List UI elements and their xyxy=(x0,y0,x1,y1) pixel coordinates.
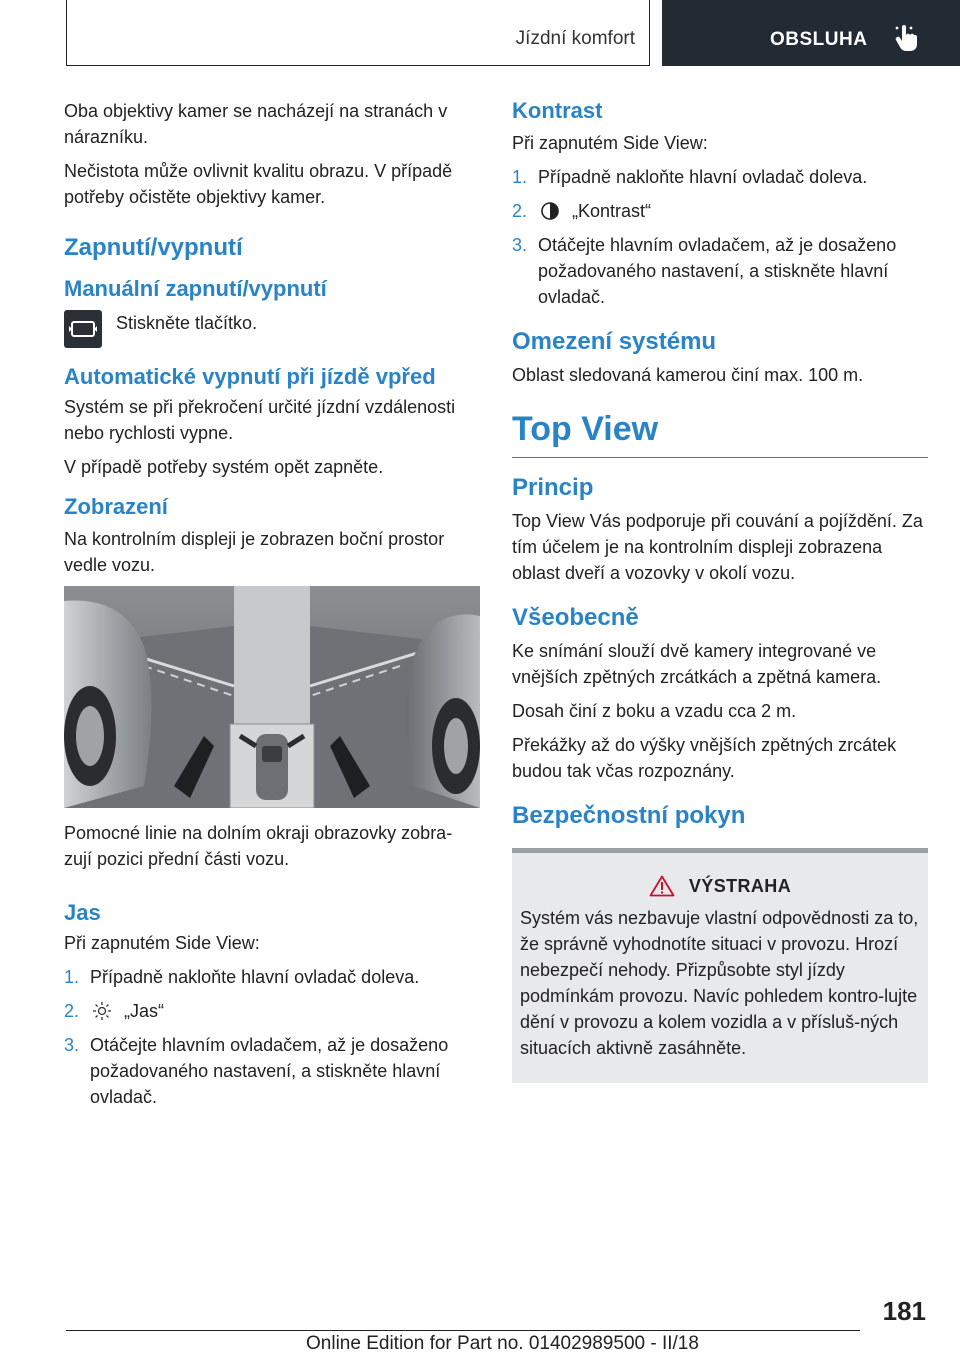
heading-auto-off: Automatické vypnutí při jízdě vpřed xyxy=(64,364,436,389)
header-section-box xyxy=(66,0,650,66)
heading-on-off: Zapnutí/vypnutí xyxy=(64,234,243,261)
step-number: 3. xyxy=(64,1035,80,1055)
list-item xyxy=(512,232,928,310)
contrast-steps xyxy=(512,164,928,310)
header-chapter-title: OBSLUHA xyxy=(770,29,868,50)
general-text-1: Ke snímání slouží dvě kamery integrované ve vnějších zpětných zrcátkách a zpětná kamera. xyxy=(512,641,882,687)
step-text: „Jas“ xyxy=(124,1001,164,1021)
general-text-3: Překážky až do výšky vnějších zpětných zrcátek budou tak včas rozpoznány. xyxy=(512,735,897,781)
heading-brightness: Jas xyxy=(64,900,101,925)
warning-text: Systém vás nezbavuje vlastní odpovědnosti za to, že správně vyhodnotíte situaci v provozu. Hrozí nebezpečí nehody. Přizpůsobte styl jízdy podmínkám provozu. Navíc pohledem kontro-lujte dění v provozu a kolem vozidla a v přísluš-ných situacích aktivně zasáhněte. xyxy=(520,908,919,1058)
list-item xyxy=(64,1032,480,1110)
side-view-button-icon xyxy=(64,310,102,348)
header-section-title: Jízdní komfort xyxy=(515,28,635,49)
step-number: 3. xyxy=(512,235,528,255)
image-caption: Pomocné linie na dolním okraji obrazovky zobra-zují pozici přední části vozu. xyxy=(64,823,453,869)
limits-text: Oblast sledovaná kamerou činí max. 100 m. xyxy=(512,365,864,385)
step-text: Otáčejte hlavním ovladačem, až je dosaženo požadovaného nastavení, a stiskněte hlavní ovladač. xyxy=(538,235,897,307)
step-number: 2. xyxy=(64,1001,80,1021)
right-column xyxy=(512,98,928,1083)
auto-text-1: Systém se při překročení určité jízdní vzdálenosti nebo rychlosti vypne. xyxy=(64,397,456,443)
list-item xyxy=(64,964,480,990)
pointing-hand-icon xyxy=(894,24,920,52)
heading-contrast: Kontrast xyxy=(512,98,603,123)
section-title-top-view: Top View xyxy=(512,410,928,458)
step-number: 2. xyxy=(512,201,528,221)
step-text: Otáčejte hlavním ovladačem, až je dosaženo požadovaného nastavení, a stiskněte hlavní ovladač. xyxy=(90,1035,449,1107)
step-number: 1. xyxy=(64,967,80,987)
warning-title: VÝSTRAHA xyxy=(688,875,792,896)
brightness-steps xyxy=(64,964,480,1110)
step-text: Případně nakloňte hlavní ovladač doleva. xyxy=(90,967,420,987)
side-view-display-image xyxy=(64,586,480,808)
auto-text-2: V případě potřeby systém opět zapněte. xyxy=(64,457,384,477)
warning-header xyxy=(520,875,920,897)
footer-edition: Online Edition for Part no. 01402989500 - II/18 xyxy=(306,1333,699,1354)
heading-safety-note: Bezpečnostní pokyn xyxy=(512,802,746,829)
left-column xyxy=(64,98,480,1118)
intro-paragraph-1: Oba objektivy kamer se nacházejí na stranách v nárazníku. xyxy=(64,101,448,147)
step-text: „Kontrast“ xyxy=(572,201,652,221)
manual-text: Stiskněte tlačítko. xyxy=(116,313,258,333)
warning-triangle-icon xyxy=(649,875,675,897)
step-text: Případně nakloňte hlavní ovladač doleva. xyxy=(538,167,868,187)
heading-display: Zobrazení xyxy=(64,494,168,519)
header-chapter-tab xyxy=(662,0,960,66)
footer-divider xyxy=(66,1330,860,1331)
general-text-2: Dosah činí z boku a vzadu cca 2 m. xyxy=(512,701,797,721)
heading-manual: Manuální zapnutí/vypnutí xyxy=(64,276,327,301)
display-text: Na kontrolním displeji je zobrazen boční prostor vedle vozu. xyxy=(64,529,445,575)
principle-text: Top View Vás podporuje při couvání a pojíždění. Za tím účelem je na kontrolním displeji zobrazena oblast dveří a vozovky v okolí vozu. xyxy=(512,511,923,583)
heading-principle: Princip xyxy=(512,474,594,501)
heading-system-limits: Omezení systému xyxy=(512,328,717,355)
contrast-intro: Při zapnutém Side View: xyxy=(512,133,708,153)
intro-paragraph-2: Nečistota může ovlivnit kvalitu obrazu. V případě potřeby očistěte objektivy kamer. xyxy=(64,161,453,207)
manual-button-row xyxy=(64,310,480,348)
heading-general: Všeobecně xyxy=(512,604,639,631)
contrast-icon xyxy=(540,201,560,221)
sun-brightness-icon xyxy=(92,1001,112,1021)
list-item xyxy=(64,998,480,1024)
page-number: 181 xyxy=(882,1296,926,1326)
warning-box xyxy=(512,848,928,1083)
list-item xyxy=(512,198,928,224)
step-number: 1. xyxy=(512,167,528,187)
brightness-intro: Při zapnutém Side View: xyxy=(64,933,260,953)
list-item xyxy=(512,164,928,190)
